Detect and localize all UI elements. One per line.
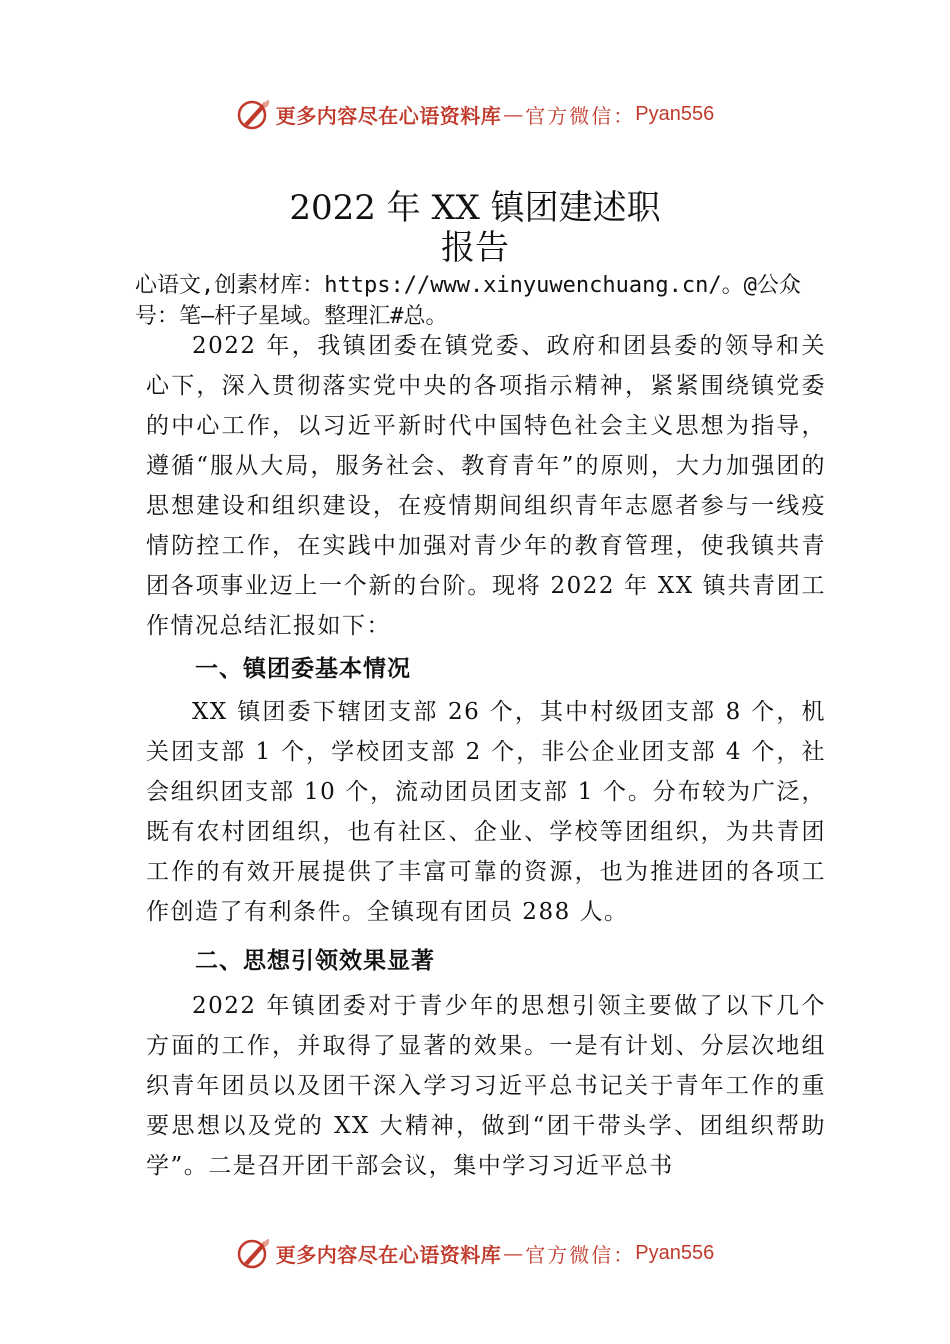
watermark-banner-top <box>0 94 950 134</box>
quill-pen-icon <box>236 96 272 132</box>
wechat-id: Pyan556 <box>635 102 715 125</box>
wechat-label: 官方微信： <box>525 1242 636 1267</box>
wechat-id: Pyan556 <box>635 1241 715 1264</box>
watermark-banner-bottom <box>0 1233 950 1273</box>
section2-paragraph: 2022 年镇团委对于青少年的思想引领主要做了以下几个方面的工作，并取得了显著的效果。一是有计划、分层次地组织青年团员以及团干深入学习习近平总书记关于青年工作的重要思想以及党的 XX 大精神，做到“团干带头学、团组织帮助学”。二是召开团干部会议，集中学习习近平总书 <box>146 993 826 1179</box>
wechat-label: 官方微信： <box>525 103 636 128</box>
watermark-dash: — <box>503 102 524 126</box>
watermark-dash: — <box>503 1241 524 1265</box>
intro-paragraph: 2022 年，我镇团委在镇党委、政府和团县委的领导和关心下，深入贯彻落实党中央的各项指示精神，紧紧围绕镇党委的中心工作，以习近平新时代中国特色社会主义思想为指导，遵循“服从大局，服务社会、教育青年”的原则，大力加强团的思想建设和组织建设，在疫情期间组织青年志愿者参与一线疫情防控工作，在实践中加强对青少年的教育管理，使我镇共青团各项事业迈上一个新的台阶。现将 2022 年 XX 镇共青团工作情况总结汇报如下： <box>146 333 826 639</box>
quill-pen-icon <box>236 1235 272 1271</box>
document-title: 2022 年 XX 镇团建述职报告 <box>289 188 661 268</box>
watermark-text: 更多内容尽在心语资料库 <box>275 1242 502 1267</box>
section1-heading: 一、镇团委基本情况 <box>195 656 411 682</box>
section1-paragraph: XX 镇团委下辖团支部 26 个，其中村级团支部 8 个，机关团支部 1 个，学校团支部 2 个，非公企业团支部 4 个，社会组织团支部 10 个，流动团员团支部 1 个。分布较为广泛，既有农村团组织，也有社区、企业、学校等团组织，为共青团工作的有效开展提供了丰富可靠的资源，也为推进团的各项工作创造了有利条件。全镇现有团员 288 人。 <box>146 699 826 925</box>
watermark-text: 更多内容尽在心语资料库 <box>275 103 502 128</box>
source-line: 心语文,创素材库：https://www.xinyuwenchuang.cn/。@公众号：笔—杆子星域。整理汇#总。 <box>135 273 801 329</box>
section2-heading: 二、思想引领效果显著 <box>195 948 435 974</box>
